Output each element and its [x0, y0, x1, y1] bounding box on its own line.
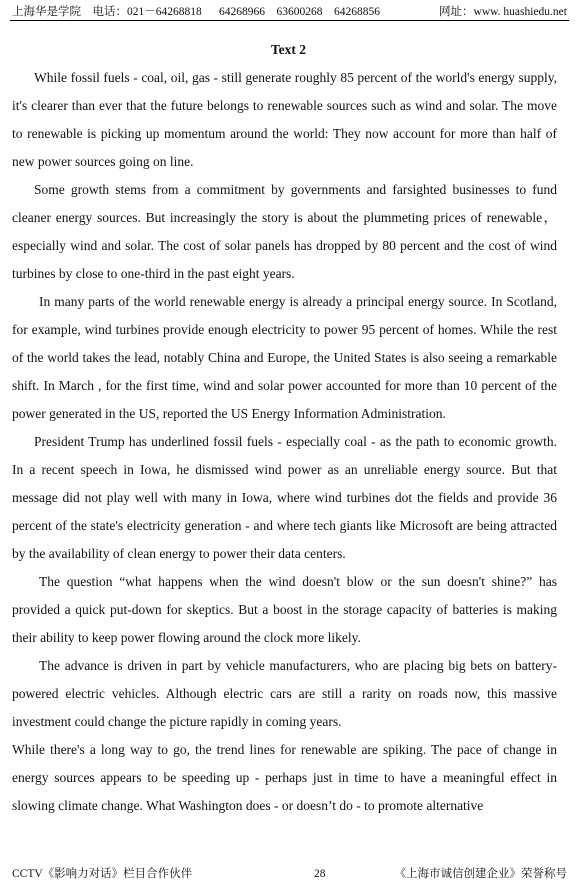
- paragraph-6: The advance is driven in part by vehicle manufacturers, who are placing big bets on battery-powered electric vehicles. Although electric cars are still a rarity on roads now, this massive investment could change the picture rapidly in coming years.: [12, 658, 557, 729]
- passage-body: [12, 64, 557, 820]
- footer-partner-text: CCTV《影响力对话》栏目合作伙伴: [12, 868, 193, 880]
- page-number: 28: [314, 868, 326, 880]
- passage-title: Text 2: [270, 42, 307, 57]
- page-footer: [10, 866, 569, 882]
- paragraph-5: The question “what happens when the wind doesn't blow or the sun doesn't shine?” has provided a quick put-down for skeptics. But a boost in the storage capacity of batteries is making their ability to keep power flowing around the clock more likely.: [12, 574, 557, 645]
- paragraph-7: While there's a long way to go, the trend lines for renewable are spiking. The pace of change in energy sources appears to be speeding up - perhaps just in time to have a meaningful effect in slowing climate change. What Washington does - or doesn’t do - to promote alternative: [12, 742, 557, 813]
- paragraph-4: President Trump has underlined fossil fuels - especially coal - as the path to economic growth. In a recent speech in Iowa, he dismissed wind power as an unreliable energy source. But that message did not play well with many in Iowa, where wind turbines dot the fields and provide 36 percent of the state's electricity generation - and where tech giants like Microsoft are being attracted by the availability of clean energy to power their data centers.: [12, 434, 557, 561]
- header-contact-info: 上海华是学院 电话：021－64268818 64268966 63600268 64268856: [12, 6, 380, 18]
- page-header: [10, 4, 569, 21]
- paragraph-2: Some growth stems from a commitment by governments and farsighted businesses to fund cleaner energy sources. But increasingly the story is about the plummeting prices of renewable，especially wind and solar. The cost of solar panels has dropped by 80 percent and the cost of wind turbines by close to one-third in the past eight years.: [12, 182, 557, 281]
- footer-honor-text: 《上海市诚信创建企业》荣誉称号: [394, 868, 567, 880]
- header-website: 网址：www. huashiedu.net: [439, 6, 567, 18]
- paragraph-1: While fossil fuels - coal, oil, gas - still generate roughly 85 percent of the world's energy supply, it's clearer than ever that the future belongs to renewable sources such as wind and solar. The move to renewable is picking up momentum around the world: They now account for more than half of new power sources going on line.: [12, 70, 557, 169]
- paragraph-3: In many parts of the world renewable energy is already a principal energy source. In Scotland, for example, wind turbines provide enough electricity to power 95 percent of homes. While the rest of the world takes the lead, notably China and Europe, the United States is also seeing a remarkable shift. In March , for the first time, wind and solar power accounted for more than 10 percent of the power generated in the US, reported the US Energy Information Administration.: [12, 294, 557, 421]
